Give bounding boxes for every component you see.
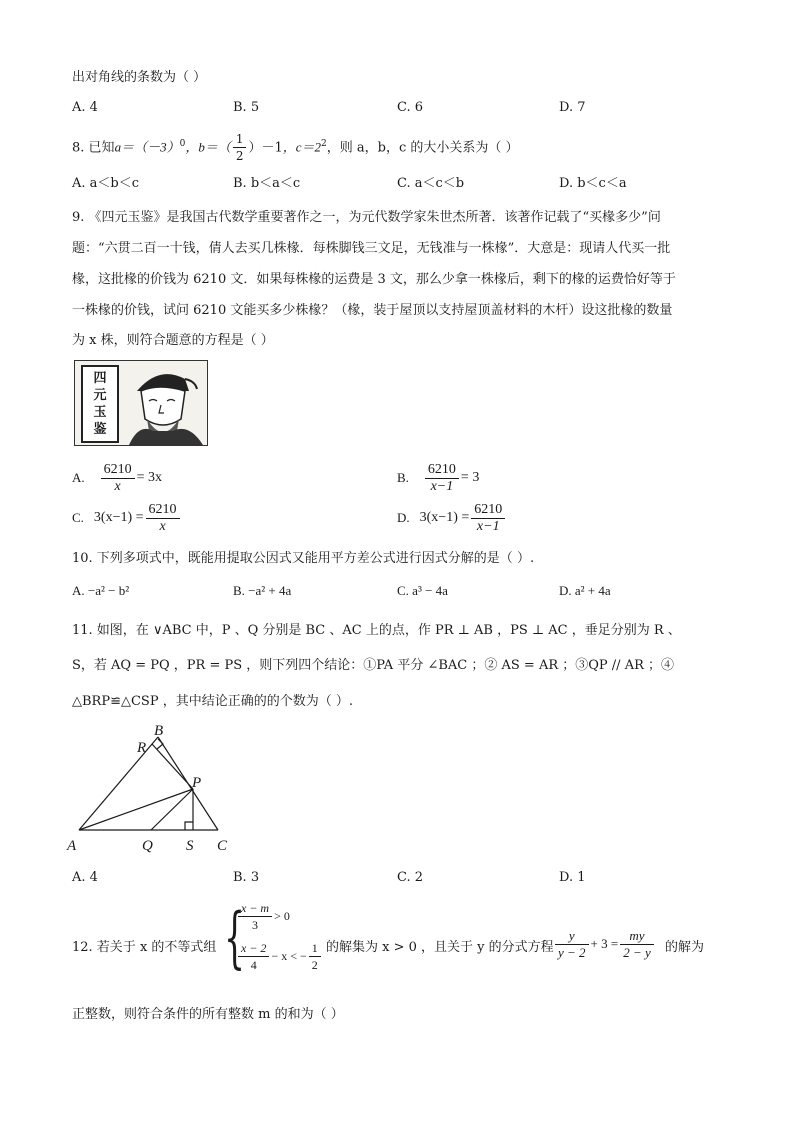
q8-option-b: B. b＜a＜c: [233, 176, 301, 191]
q11-option-d: D. 1: [559, 870, 586, 885]
label-s: S: [186, 838, 194, 854]
q12-mid-text: 的解集为 x > 0 ，且关于 y 的分式方程: [326, 940, 554, 955]
inequality-1: $\frac{x - m}{3}$ > 0: [236, 900, 290, 933]
q12-lead: 12. 若关于 x 的不等式组: [72, 940, 217, 955]
q7-option-a: A. 4: [72, 100, 98, 115]
q11-line-3: △BRP≌△CSP ，其中结论正确的的个数为（ ）.: [72, 694, 353, 709]
q9-line-2: 题：“六贯二百一十钱，倩人去买几株椽．每株脚钱三文足，无钱准与一株椽”．大意是：现请人代买一批: [72, 241, 671, 256]
q8-stem: 8. 已知$a=(-3)^0$，b＝（ $\frac{1}{2}$ ）－1，$c=2^2$，则 a，b，c 的大小关系为（ ）: [72, 132, 519, 164]
book-cover: 四 元 玉 鉴: [81, 365, 119, 443]
label-c: C: [217, 838, 228, 854]
left-brace: {: [224, 899, 245, 976]
q7-option-c: C. 6: [397, 100, 424, 115]
q10-option-b: B. −a² + 4a: [233, 583, 292, 598]
q9-option-d: D. 3(x−1) = $\frac{6210}{x-1}$: [397, 498, 507, 538]
label-b: B: [154, 723, 164, 739]
q7-option-d: D. 7: [559, 100, 586, 115]
q9-line-4: 一株椽的价钱，试问 6210 文能买多少株椽？（椽，装于屋顶以支持屋顶盖材料的木杆）设这批椽的数量: [72, 303, 673, 318]
q12-line-2: 正整数，则符合条件的所有整数 m 的和为（ ）: [72, 1007, 344, 1022]
q11-option-c: C. 2: [397, 870, 424, 885]
q11-option-a: A. 4: [72, 870, 98, 885]
q8-option-a: A. a＜b＜c: [72, 176, 140, 191]
scholar-portrait: [119, 361, 207, 445]
q8-option-c: C. a＜c＜b: [397, 176, 465, 191]
label-q: Q: [142, 838, 153, 854]
segment-pr: [152, 744, 193, 789]
q9-illustration: [74, 360, 208, 446]
label-p: P: [192, 775, 202, 791]
q11-line-2: S，若 AQ = PQ ，PR = PS ，则下列四个结论：①PA 平分 ∠BAC ；② AS = AR ；③QP // AR ；④: [72, 658, 675, 673]
q10-option-d: D. a² + 4a: [559, 583, 611, 598]
q11-triangle-figure: [66, 720, 246, 860]
q10-stem: 10. 下列多项式中，既能用提取公因式又能用平方差公式进行因式分解的是（ ）.: [72, 551, 535, 566]
q10-option-c: C. a³ − 4a: [397, 583, 448, 598]
q9-line-3: 椽，这批椽的价钱为 6210 文．如果每株椽的运费是 3 文，那么少拿一株椽后，剩下的椽的运费恰好等于: [72, 272, 676, 287]
right-angle-r: [157, 739, 163, 749]
q9-line-5: 为 x 株，则符合题意的方程是（ ）: [72, 333, 274, 348]
q7-option-b: B. 5: [233, 100, 260, 115]
q11-line-1: 11. 如图，在 ∨ABC 中，P 、Q 分别是 BC 、AC 上的点，作 PR ⊥ AB ，PS ⊥ AC ，垂足分别为 R 、: [72, 623, 681, 638]
q11-option-b: B. 3: [233, 870, 260, 885]
q12-tail: 的解为: [665, 940, 705, 955]
q8-option-d: D. b＜c＜a: [559, 176, 627, 191]
q7-stem-tail: 出对角线的条数为（ ）: [72, 70, 207, 85]
right-angle-s: [185, 822, 193, 830]
q9-option-c: C. 3(x−1) = $\frac{6210}{x}$: [72, 498, 182, 538]
q12-fractional-equation: $\frac{y}{y - 2}$ + 3 = $\frac{my}{2 - y}$: [553, 922, 656, 966]
q9-option-a: A. $\frac{6210}{x}$ = 3x: [72, 461, 163, 494]
inequality-2: $\frac{x - 2}{4}$ − x < − $\frac{1}{2}$: [236, 940, 323, 973]
q10-option-a: A. −a² − b²: [72, 583, 130, 598]
q9-option-b: B. $\frac{6210}{x-1}$ = 3: [397, 461, 480, 494]
label-r: R: [137, 740, 147, 756]
q9-line-1: 9. 《四元玉鉴》是我国古代数学重要著作之一，为元代数学家朱世杰所著．该著作记载了“买椽多少”问: [72, 210, 661, 225]
label-a: A: [67, 838, 77, 854]
segment-qp: [151, 789, 193, 830]
